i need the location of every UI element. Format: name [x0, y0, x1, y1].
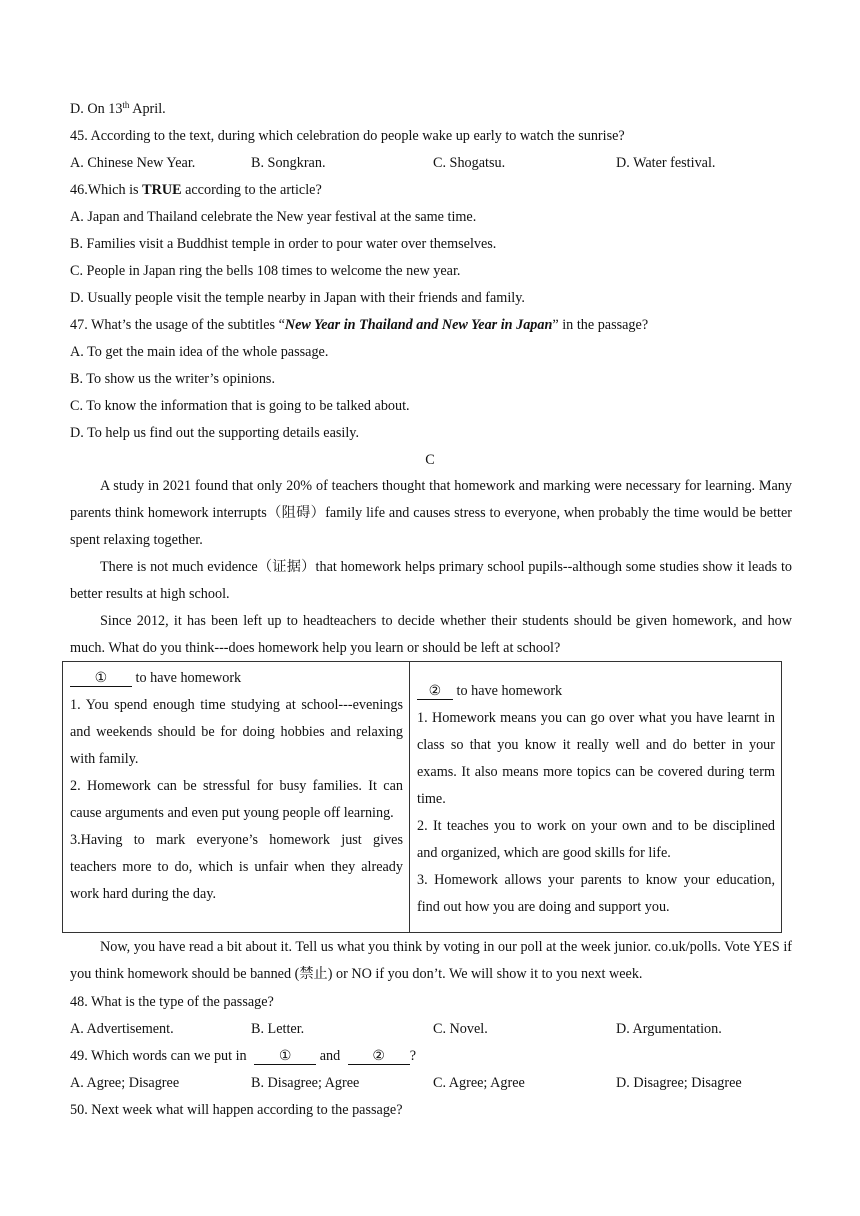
q45-question: 45. According to the text, during which celebration do people wake up early to watch the sunrise?	[70, 128, 625, 144]
q46-option-d: D. Usually people visit the temple nearby in Japan with their friends and family.	[70, 290, 525, 306]
q46-question-suffix: according to the article?	[181, 182, 322, 198]
q48-option-a: A. Advertisement.	[70, 1021, 174, 1037]
q46-option-a: A. Japan and Thailand celebrate the New year festival at the same time.	[70, 209, 477, 225]
table-right-point-3: 3. Homework allows your parents to know your education, find out how you are doing and support you.	[417, 872, 775, 915]
q47-question	[70, 315, 648, 335]
q44-option-d-suffix: April.	[129, 101, 166, 117]
table-column-against	[63, 662, 410, 932]
q46-question-prefix: 46.Which is	[70, 182, 143, 198]
q49-option-d: D. Disagree; Disagree	[616, 1075, 742, 1091]
table-right-heading-text: to have homework	[453, 683, 563, 699]
q45-option-b: B. Songkran.	[251, 155, 326, 171]
table-left-heading-text: to have homework	[132, 670, 242, 686]
table-left-heading	[70, 665, 403, 692]
table-right-point-2: 2. It teaches you to work on your own and to be disciplined and organized, which are good skills for life.	[417, 818, 775, 861]
q48-option-b: B. Letter.	[251, 1021, 305, 1037]
q44-option-d-text: D. On 13	[70, 101, 123, 117]
opinion-table	[62, 661, 782, 933]
q49-question-prefix: 49. Which words can we put in	[70, 1048, 251, 1064]
q49-question	[70, 1046, 416, 1066]
q48-option-c: C. Novel.	[433, 1021, 488, 1037]
passage-paragraph-3: Since 2012, it has been left up to headteachers to decide whether their students should be given homework, and how much. What do you think---does homework help you learn or should be left at school?	[70, 613, 792, 656]
q45-option-c: C. Shogatsu.	[433, 155, 506, 171]
q44-option-d	[70, 99, 166, 119]
q49-blank-1: ①	[254, 1048, 316, 1065]
q44-option-d-sup: th	[122, 100, 130, 110]
table-right-point-1: 1. Homework means you can go over what you have learnt in class so that you know it really well and do better in your exams. It also means more topics can be covered during term time.	[417, 710, 775, 807]
passage-paragraph-2: There is not much evidence（证据）that homework helps primary school pupils--although some studies show it leads to better results at high school.	[70, 559, 792, 602]
closing-paragraph: Now, you have read a bit about it. Tell us what you think by voting in our poll at the week junior. co.uk/polls. Vote YES if you think homework should be banned (禁止) or NO if you don’t. We will show it to you next week.	[70, 939, 792, 982]
q47-question-emph: New Year in Thailand and New Year in Japan	[284, 317, 553, 333]
q48-question: 48. What is the type of the passage?	[70, 994, 274, 1010]
q47-question-suffix: ” in the passage?	[552, 317, 649, 333]
blank-2: ②	[417, 683, 453, 700]
q47-option-b: B. To show us the writer’s opinions.	[70, 371, 275, 387]
q45-option-d: D. Water festival.	[616, 155, 716, 171]
table-right-heading	[417, 678, 775, 705]
table-left-point-1: 1. You spend enough time studying at school---evenings and weekends should be for doing hobbies and relaxing with family.	[70, 697, 403, 767]
section-label: C	[425, 452, 435, 468]
q47-option-a: A. To get the main idea of the whole passage.	[70, 344, 329, 360]
q46-question-bold: TRUE	[142, 182, 182, 198]
table-column-for	[410, 662, 781, 932]
blank-1: ①	[70, 670, 132, 687]
q46-option-b: B. Families visit a Buddhist temple in order to pour water over themselves.	[70, 236, 497, 252]
table-left-point-3: 3.Having to mark everyone’s homework just gives teachers more to do, which is unfair when they already work hard during the day.	[70, 832, 403, 902]
q45-option-a: A. Chinese New Year.	[70, 155, 196, 171]
table-left-point-2: 2. Homework can be stressful for busy families. It can cause arguments and even put young people off learning.	[70, 778, 403, 821]
q47-question-prefix: 47. What’s the usage of the subtitles “	[70, 317, 285, 333]
q49-option-b: B. Disagree; Agree	[251, 1075, 360, 1091]
q48-option-d: D. Argumentation.	[616, 1021, 722, 1037]
q49-option-a: A. Agree; Disagree	[70, 1075, 180, 1091]
q47-option-c: C. To know the information that is going to be talked about.	[70, 398, 410, 414]
q49-question-middle: and	[316, 1048, 344, 1064]
q49-question-suffix: ?	[409, 1048, 417, 1064]
q46-question	[70, 180, 322, 200]
q49-blank-2: ②	[348, 1048, 410, 1065]
q47-option-d: D. To help us find out the supporting details easily.	[70, 425, 360, 441]
q46-option-c: C. People in Japan ring the bells 108 times to welcome the new year.	[70, 263, 461, 279]
q50-question: 50. Next week what will happen according to the passage?	[70, 1102, 403, 1118]
passage-paragraph-1: A study in 2021 found that only 20% of teachers thought that homework and marking were necessary for learning. Many parents think homework interrupts（阻碍）family life and causes stress to everyone, when probably the time would be better spent relaxing together.	[70, 478, 792, 548]
q49-option-c: C. Agree; Agree	[433, 1075, 525, 1091]
